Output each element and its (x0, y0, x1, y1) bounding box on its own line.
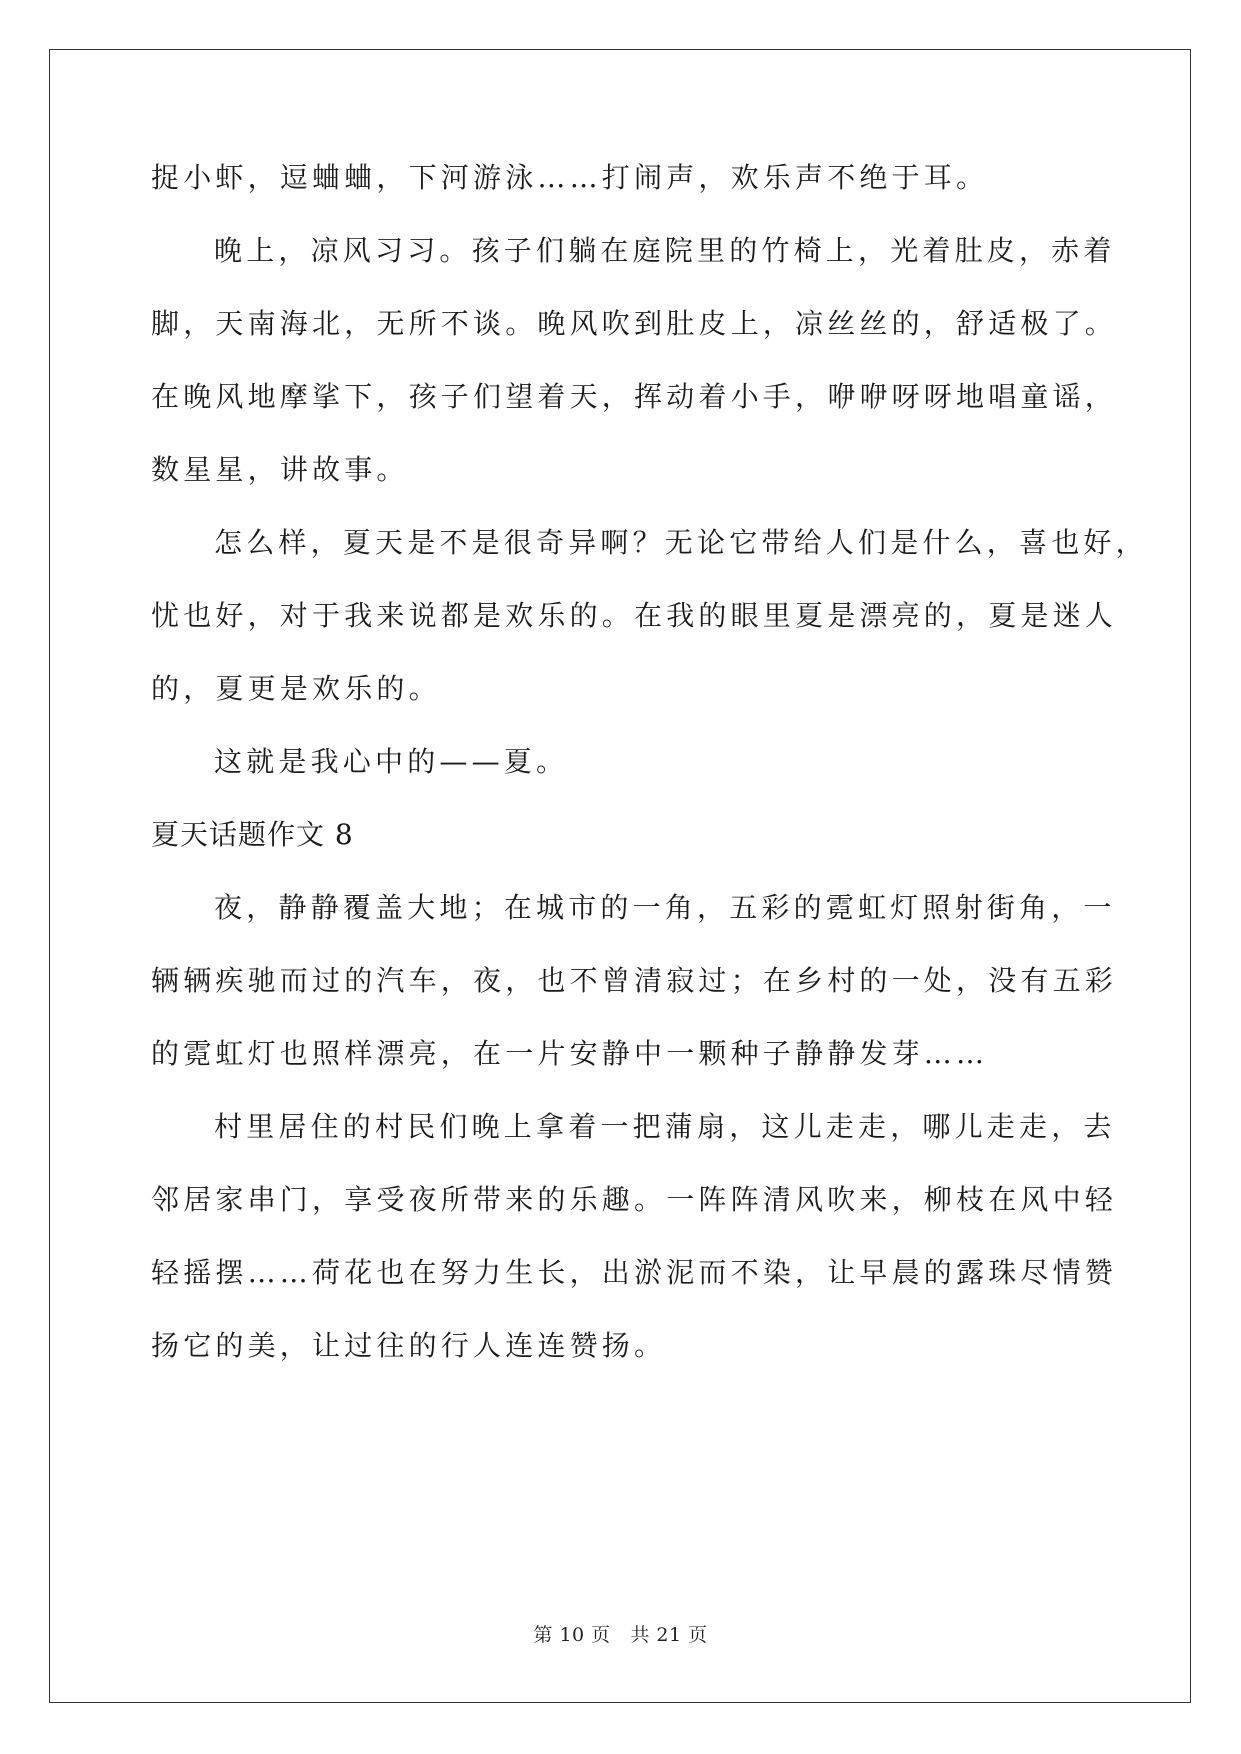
page-footer (0, 1623, 1241, 1647)
text-line: 忧也好，对于我来说都是欢乐的。在我的眼里夏是漂亮的，夏是迷人 (151, 599, 1118, 632)
text-line: 辆辆疾驰而过的汽车，夜，也不曾清寂过；在乡村的一处，没有五彩 (151, 964, 1118, 997)
paragraph-first-line: 怎么样，夏天是不是很奇异啊？无论它带给人们是什么，喜也好， (214, 526, 1148, 559)
text-line: 轻摇摆……荷花也在努力生长，出淤泥而不染，让早晨的露珠尽情赞 (151, 1256, 1118, 1289)
paragraph-first-line: 村里居住的村民们晚上拿着一把蒲扇，这儿走走，哪儿走走，去 (214, 1110, 1116, 1143)
page-border (49, 49, 1191, 1703)
text-line: 的霓虹灯也照样漂亮，在一片安静中一颗种子静静发芽…… (151, 1037, 989, 1070)
paragraph-first-line: 夜，静静覆盖大地；在城市的一角，五彩的霓虹灯照射街角，一 (214, 891, 1116, 924)
text-line: 扬它的美，让过往的行人连连赞扬。 (151, 1329, 667, 1362)
paragraph-first-line: 这就是我心中的——夏。 (214, 745, 569, 778)
text-line: 邻居家串门，享受夜所带来的乐趣。一阵阵清风吹来，柳枝在风中轻 (151, 1183, 1118, 1216)
text-line: 数星星，讲故事。 (151, 453, 409, 486)
page-number: 第 10 页 (533, 1624, 611, 1646)
page-total: 共 21 页 (630, 1624, 708, 1646)
text-line: 在晚风地摩挲下，孩子们望着天，挥动着小手，咿咿呀呀地唱童谣， (151, 380, 1118, 413)
paragraph-first-line: 晚上，凉风习习。孩子们躺在庭院里的竹椅上，光着肚皮，赤着 (214, 234, 1116, 267)
section-heading: 夏天话题作文 8 (151, 818, 354, 851)
text-line: 脚，天南海北，无所不谈。晚风吹到肚皮上，凉丝丝的，舒适极了。 (151, 307, 1118, 340)
text-line: 的，夏更是欢乐的。 (151, 672, 441, 705)
text-line: 捉小虾，逗蛐蛐，下河游泳……打闹声，欢乐声不绝于耳。 (151, 161, 989, 194)
